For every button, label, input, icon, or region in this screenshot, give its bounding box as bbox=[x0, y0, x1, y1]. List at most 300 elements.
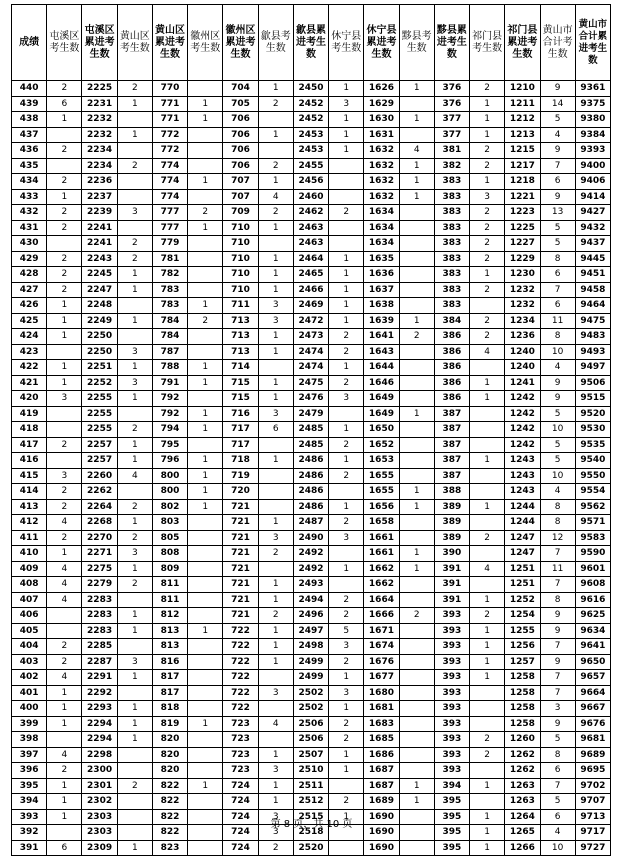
col-xiuning-count-cell: 1 bbox=[329, 453, 364, 469]
col-qimen-count-cell: 3 bbox=[470, 189, 505, 205]
col-huangshan-cumulative-cell: 805 bbox=[152, 530, 187, 546]
col-huizhou-cumulative-cell: 715 bbox=[223, 375, 258, 391]
col-city-total-count-cell: 7 bbox=[540, 778, 575, 794]
col-tunxi-count-cell: 4 bbox=[47, 515, 82, 531]
col-huizhou-count-cell bbox=[188, 592, 223, 608]
col-yixian-count-cell bbox=[399, 515, 434, 531]
col-qimen-cumulative-cell: 1244 bbox=[505, 515, 540, 531]
table-row bbox=[12, 639, 611, 655]
col-huangshan-count-cell bbox=[117, 592, 152, 608]
col-qimen-cumulative-cell: 1227 bbox=[505, 236, 540, 252]
col-city-total-count-cell: 7 bbox=[540, 546, 575, 562]
col-huizhou-count-cell: 1 bbox=[188, 375, 223, 391]
col-xiuning-count-cell: 2 bbox=[329, 468, 364, 484]
col-tunxi-count-cell: 3 bbox=[47, 468, 82, 484]
col-yixian-count-cell: 1 bbox=[399, 484, 434, 500]
col-huizhou-cumulative-cell: 719 bbox=[223, 468, 258, 484]
col-qimen-count-header: 祁门县考生数 bbox=[470, 5, 505, 81]
col-tunxi-cumulative-cell: 2257 bbox=[82, 453, 117, 469]
col-shexian-count-cell: 3 bbox=[258, 298, 293, 314]
col-tunxi-cumulative-cell: 2236 bbox=[82, 174, 117, 190]
col-huizhou-count-cell: 1 bbox=[188, 778, 223, 794]
col-tunxi-count-cell: 2 bbox=[47, 205, 82, 221]
col-huangshan-cumulative-cell: 787 bbox=[152, 344, 187, 360]
col-xiuning-count-cell: 2 bbox=[329, 732, 364, 748]
col-yixian-count-cell: 1 bbox=[399, 406, 434, 422]
col-shexian-count-cell: 1 bbox=[258, 344, 293, 360]
col-city-total-cumulative-cell: 9530 bbox=[575, 422, 610, 438]
col-yixian-count-cell bbox=[399, 732, 434, 748]
col-yixian-cumulative-cell: 393 bbox=[434, 747, 469, 763]
col-xiuning-count-cell bbox=[329, 220, 364, 236]
col-tunxi-cumulative-cell: 2283 bbox=[82, 623, 117, 639]
col-huizhou-count-cell bbox=[188, 577, 223, 593]
col-shexian-cumulative-cell: 2515 bbox=[293, 809, 328, 825]
col-score-cell: 403 bbox=[12, 654, 47, 670]
col-huangshan-count-cell: 1 bbox=[117, 127, 152, 143]
col-huizhou-count-cell bbox=[188, 81, 223, 97]
col-tunxi-count-cell: 1 bbox=[47, 809, 82, 825]
col-shexian-cumulative-cell: 2494 bbox=[293, 592, 328, 608]
col-shexian-count-cell: 4 bbox=[258, 716, 293, 732]
col-huangshan-cumulative-cell: 784 bbox=[152, 329, 187, 345]
col-xiuning-cumulative-cell: 1634 bbox=[364, 205, 399, 221]
col-xiuning-cumulative-cell: 1671 bbox=[364, 623, 399, 639]
col-city-total-count-cell: 8 bbox=[540, 499, 575, 515]
col-city-total-cumulative-cell: 9515 bbox=[575, 391, 610, 407]
col-huangshan-count-cell: 2 bbox=[117, 236, 152, 252]
col-tunxi-cumulative-cell: 2245 bbox=[82, 267, 117, 283]
col-shexian-count-cell bbox=[258, 670, 293, 686]
col-tunxi-cumulative-cell: 2250 bbox=[82, 344, 117, 360]
col-qimen-count-cell: 1 bbox=[470, 592, 505, 608]
col-score-cell: 434 bbox=[12, 174, 47, 190]
col-tunxi-cumulative-cell: 2264 bbox=[82, 499, 117, 515]
col-xiuning-cumulative-cell: 1674 bbox=[364, 639, 399, 655]
col-huizhou-count-cell bbox=[188, 344, 223, 360]
col-city-total-cumulative-cell: 9375 bbox=[575, 96, 610, 112]
col-xiuning-cumulative-cell: 1646 bbox=[364, 375, 399, 391]
col-huangshan-count-cell: 2 bbox=[117, 158, 152, 174]
col-yixian-count-cell: 1 bbox=[399, 189, 434, 205]
col-yixian-count-cell bbox=[399, 623, 434, 639]
col-tunxi-count-cell: 6 bbox=[47, 840, 82, 856]
col-huizhou-count-cell: 1 bbox=[188, 298, 223, 314]
table-row bbox=[12, 143, 611, 159]
col-score-cell: 393 bbox=[12, 809, 47, 825]
col-yixian-cumulative-cell: 393 bbox=[434, 685, 469, 701]
col-tunxi-count-cell bbox=[47, 608, 82, 624]
col-yixian-count-cell bbox=[399, 639, 434, 655]
table-row bbox=[12, 127, 611, 143]
col-city-total-cumulative-cell: 9625 bbox=[575, 608, 610, 624]
col-city-total-count-cell: 5 bbox=[540, 112, 575, 128]
col-city-total-cumulative-cell: 9483 bbox=[575, 329, 610, 345]
col-huangshan-cumulative-cell: 820 bbox=[152, 732, 187, 748]
col-huangshan-count-cell: 1 bbox=[117, 437, 152, 453]
col-xiuning-cumulative-cell: 1632 bbox=[364, 158, 399, 174]
col-qimen-cumulative-cell: 1254 bbox=[505, 608, 540, 624]
col-xiuning-count-cell: 1 bbox=[329, 251, 364, 267]
col-huangshan-cumulative-cell: 795 bbox=[152, 437, 187, 453]
col-qimen-count-cell: 1 bbox=[470, 809, 505, 825]
col-huangshan-count-cell: 1 bbox=[117, 840, 152, 856]
col-shexian-cumulative-cell: 2496 bbox=[293, 608, 328, 624]
col-city-total-cumulative-cell: 9657 bbox=[575, 670, 610, 686]
col-shexian-count-cell bbox=[258, 484, 293, 500]
table-row bbox=[12, 515, 611, 531]
col-qimen-cumulative-cell: 1265 bbox=[505, 825, 540, 841]
col-yixian-count-cell bbox=[399, 763, 434, 779]
col-yixian-cumulative-cell: 388 bbox=[434, 484, 469, 500]
col-yixian-cumulative-cell: 393 bbox=[434, 623, 469, 639]
col-qimen-count-cell: 2 bbox=[470, 236, 505, 252]
col-huangshan-cumulative-cell: 792 bbox=[152, 406, 187, 422]
col-huizhou-count-cell: 1 bbox=[188, 220, 223, 236]
col-huizhou-count-cell bbox=[188, 763, 223, 779]
col-xiuning-cumulative-cell: 1662 bbox=[364, 577, 399, 593]
table-row bbox=[12, 437, 611, 453]
col-shexian-count-cell: 3 bbox=[258, 809, 293, 825]
col-shexian-cumulative-cell: 2493 bbox=[293, 577, 328, 593]
col-city-total-cumulative-cell: 9571 bbox=[575, 515, 610, 531]
col-tunxi-count-cell: 1 bbox=[47, 375, 82, 391]
col-tunxi-count-cell bbox=[47, 623, 82, 639]
col-huangshan-cumulative-header: 黄山区累进考生数 bbox=[152, 5, 187, 81]
col-yixian-count-cell: 1 bbox=[399, 112, 434, 128]
col-shexian-cumulative-cell: 2502 bbox=[293, 685, 328, 701]
col-shexian-cumulative-cell: 2475 bbox=[293, 375, 328, 391]
col-yixian-count-cell bbox=[399, 453, 434, 469]
col-shexian-cumulative-cell: 2499 bbox=[293, 654, 328, 670]
col-huangshan-cumulative-cell: 803 bbox=[152, 515, 187, 531]
col-xiuning-count-header: 休宁县考生数 bbox=[329, 5, 364, 81]
col-xiuning-count-cell bbox=[329, 484, 364, 500]
col-score-cell: 400 bbox=[12, 701, 47, 717]
col-yixian-cumulative-cell: 383 bbox=[434, 220, 469, 236]
col-tunxi-count-cell: 2 bbox=[47, 267, 82, 283]
col-score-cell: 409 bbox=[12, 561, 47, 577]
col-yixian-count-cell: 1 bbox=[399, 499, 434, 515]
col-tunxi-cumulative-cell: 2237 bbox=[82, 189, 117, 205]
col-city-total-count-cell: 6 bbox=[540, 174, 575, 190]
col-shexian-count-cell bbox=[258, 143, 293, 159]
col-score-cell: 414 bbox=[12, 484, 47, 500]
col-yixian-cumulative-cell: 383 bbox=[434, 189, 469, 205]
col-score-cell: 404 bbox=[12, 639, 47, 655]
col-yixian-cumulative-cell: 394 bbox=[434, 778, 469, 794]
col-xiuning-count-cell: 2 bbox=[329, 608, 364, 624]
col-yixian-count-cell bbox=[399, 530, 434, 546]
col-xiuning-cumulative-cell: 1630 bbox=[364, 112, 399, 128]
col-city-total-cumulative-cell: 9497 bbox=[575, 360, 610, 376]
col-shexian-count-cell: 1 bbox=[258, 794, 293, 810]
col-xiuning-cumulative-cell: 1661 bbox=[364, 530, 399, 546]
col-xiuning-cumulative-cell: 1631 bbox=[364, 127, 399, 143]
col-shexian-cumulative-cell: 2474 bbox=[293, 344, 328, 360]
col-yixian-count-cell bbox=[399, 716, 434, 732]
col-score-cell: 418 bbox=[12, 422, 47, 438]
col-tunxi-cumulative-cell: 2293 bbox=[82, 701, 117, 717]
col-huizhou-count-cell bbox=[188, 251, 223, 267]
table-row bbox=[12, 391, 611, 407]
col-shexian-cumulative-cell: 2456 bbox=[293, 174, 328, 190]
col-tunxi-cumulative-cell: 2255 bbox=[82, 391, 117, 407]
col-yixian-count-cell bbox=[399, 220, 434, 236]
col-city-total-count-cell: 9 bbox=[540, 391, 575, 407]
col-huizhou-count-cell bbox=[188, 267, 223, 283]
col-city-total-count-cell: 7 bbox=[540, 282, 575, 298]
col-qimen-count-cell: 1 bbox=[470, 375, 505, 391]
col-qimen-cumulative-header: 祁门县累进考生数 bbox=[505, 5, 540, 81]
col-qimen-count-cell: 2 bbox=[470, 530, 505, 546]
col-score-cell: 424 bbox=[12, 329, 47, 345]
col-city-total-count-cell: 7 bbox=[540, 639, 575, 655]
col-xiuning-count-cell: 5 bbox=[329, 623, 364, 639]
col-huangshan-count-cell bbox=[117, 220, 152, 236]
table-row bbox=[12, 329, 611, 345]
table-row bbox=[12, 375, 611, 391]
col-huangshan-count-cell: 3 bbox=[117, 375, 152, 391]
col-qimen-count-cell bbox=[470, 546, 505, 562]
col-city-total-count-cell: 5 bbox=[540, 794, 575, 810]
col-huizhou-count-cell: 1 bbox=[188, 716, 223, 732]
col-huangshan-count-cell: 3 bbox=[117, 546, 152, 562]
col-qimen-cumulative-cell: 1232 bbox=[505, 282, 540, 298]
col-tunxi-cumulative-cell: 2232 bbox=[82, 127, 117, 143]
col-huangshan-count-cell: 1 bbox=[117, 561, 152, 577]
col-xiuning-count-cell: 1 bbox=[329, 127, 364, 143]
col-xiuning-count-cell: 1 bbox=[329, 282, 364, 298]
col-xiuning-cumulative-cell: 1686 bbox=[364, 747, 399, 763]
col-huizhou-count-cell bbox=[188, 608, 223, 624]
col-huangshan-count-cell: 1 bbox=[117, 282, 152, 298]
col-huangshan-cumulative-cell: 823 bbox=[152, 840, 187, 856]
table-body bbox=[12, 81, 611, 856]
col-huizhou-count-cell: 1 bbox=[188, 174, 223, 190]
col-huizhou-cumulative-cell: 721 bbox=[223, 530, 258, 546]
col-xiuning-cumulative-cell: 1634 bbox=[364, 236, 399, 252]
col-huangshan-count-header: 黄山区考生数 bbox=[117, 5, 152, 81]
col-xiuning-count-cell: 2 bbox=[329, 344, 364, 360]
col-yixian-count-header: 黟县考生数 bbox=[399, 5, 434, 81]
col-xiuning-count-cell: 1 bbox=[329, 143, 364, 159]
col-yixian-cumulative-cell: 383 bbox=[434, 251, 469, 267]
col-huizhou-cumulative-cell: 716 bbox=[223, 406, 258, 422]
col-huizhou-cumulative-cell: 724 bbox=[223, 778, 258, 794]
col-tunxi-cumulative-cell: 2250 bbox=[82, 329, 117, 345]
col-qimen-count-cell: 2 bbox=[470, 732, 505, 748]
col-xiuning-cumulative-cell: 1639 bbox=[364, 313, 399, 329]
col-huangshan-count-cell: 1 bbox=[117, 267, 152, 283]
col-city-total-count-cell: 7 bbox=[540, 670, 575, 686]
col-qimen-cumulative-cell: 1258 bbox=[505, 685, 540, 701]
col-shexian-count-cell: 3 bbox=[258, 313, 293, 329]
col-huizhou-cumulative-cell: 715 bbox=[223, 391, 258, 407]
col-huizhou-count-cell bbox=[188, 840, 223, 856]
col-city-total-count-cell: 4 bbox=[540, 825, 575, 841]
col-xiuning-cumulative-cell: 1676 bbox=[364, 654, 399, 670]
col-qimen-count-cell: 1 bbox=[470, 112, 505, 128]
col-score-cell: 397 bbox=[12, 747, 47, 763]
col-huangshan-cumulative-cell: 771 bbox=[152, 96, 187, 112]
col-tunxi-count-cell: 6 bbox=[47, 96, 82, 112]
col-score-cell: 437 bbox=[12, 127, 47, 143]
col-xiuning-cumulative-cell: 1687 bbox=[364, 763, 399, 779]
col-xiuning-cumulative-cell: 1643 bbox=[364, 344, 399, 360]
col-qimen-cumulative-cell: 1243 bbox=[505, 453, 540, 469]
col-yixian-cumulative-cell: 393 bbox=[434, 732, 469, 748]
col-qimen-cumulative-cell: 1257 bbox=[505, 654, 540, 670]
col-huangshan-count-cell: 2 bbox=[117, 577, 152, 593]
col-huangshan-count-cell: 1 bbox=[117, 623, 152, 639]
col-qimen-cumulative-cell: 1234 bbox=[505, 313, 540, 329]
col-tunxi-count-cell: 1 bbox=[47, 546, 82, 562]
col-shexian-cumulative-cell: 2518 bbox=[293, 825, 328, 841]
table-row bbox=[12, 701, 611, 717]
col-xiuning-cumulative-cell: 1664 bbox=[364, 592, 399, 608]
col-score-cell: 431 bbox=[12, 220, 47, 236]
col-yixian-count-cell bbox=[399, 747, 434, 763]
col-shexian-cumulative-cell: 2486 bbox=[293, 453, 328, 469]
col-huizhou-cumulative-cell: 722 bbox=[223, 639, 258, 655]
table-row bbox=[12, 298, 611, 314]
col-huangshan-cumulative-cell: 819 bbox=[152, 716, 187, 732]
col-huangshan-cumulative-cell: 818 bbox=[152, 701, 187, 717]
col-city-total-cumulative-cell: 9601 bbox=[575, 561, 610, 577]
col-tunxi-count-cell: 2 bbox=[47, 499, 82, 515]
col-tunxi-count-cell: 2 bbox=[47, 639, 82, 655]
col-shexian-cumulative-cell: 2463 bbox=[293, 220, 328, 236]
col-tunxi-cumulative-cell: 2252 bbox=[82, 375, 117, 391]
col-tunxi-count-cell: 2 bbox=[47, 251, 82, 267]
col-city-total-count-cell: 11 bbox=[540, 313, 575, 329]
col-yixian-cumulative-cell: 376 bbox=[434, 96, 469, 112]
col-tunxi-count-cell: 2 bbox=[47, 654, 82, 670]
col-qimen-count-cell: 1 bbox=[470, 453, 505, 469]
col-tunxi-count-cell: 1 bbox=[47, 313, 82, 329]
col-xiuning-count-cell bbox=[329, 406, 364, 422]
table-row bbox=[12, 344, 611, 360]
col-qimen-count-cell: 1 bbox=[470, 499, 505, 515]
col-yixian-count-cell bbox=[399, 127, 434, 143]
col-qimen-count-cell: 1 bbox=[470, 639, 505, 655]
col-huangshan-count-cell: 1 bbox=[117, 701, 152, 717]
col-xiuning-count-cell: 1 bbox=[329, 298, 364, 314]
col-huizhou-count-cell: 1 bbox=[188, 453, 223, 469]
col-score-cell: 430 bbox=[12, 236, 47, 252]
col-huangshan-count-cell bbox=[117, 189, 152, 205]
col-shexian-cumulative-cell: 2453 bbox=[293, 127, 328, 143]
col-city-total-cumulative-cell: 9667 bbox=[575, 701, 610, 717]
col-shexian-cumulative-cell: 2474 bbox=[293, 360, 328, 376]
col-yixian-count-cell bbox=[399, 577, 434, 593]
col-yixian-count-cell: 2 bbox=[399, 329, 434, 345]
col-tunxi-count-cell: 2 bbox=[47, 220, 82, 236]
col-tunxi-cumulative-cell: 2260 bbox=[82, 468, 117, 484]
col-tunxi-cumulative-cell: 2309 bbox=[82, 840, 117, 856]
col-qimen-count-cell: 4 bbox=[470, 344, 505, 360]
col-qimen-count-cell bbox=[470, 437, 505, 453]
col-yixian-cumulative-cell: 386 bbox=[434, 344, 469, 360]
col-yixian-count-cell bbox=[399, 205, 434, 221]
col-huangshan-cumulative-cell: 779 bbox=[152, 236, 187, 252]
col-huizhou-cumulative-cell: 723 bbox=[223, 747, 258, 763]
col-tunxi-count-cell bbox=[47, 236, 82, 252]
col-qimen-cumulative-cell: 1243 bbox=[505, 484, 540, 500]
col-qimen-count-cell: 2 bbox=[470, 282, 505, 298]
col-shexian-count-cell: 1 bbox=[258, 639, 293, 655]
table-row bbox=[12, 577, 611, 593]
col-qimen-cumulative-cell: 1242 bbox=[505, 406, 540, 422]
col-score-cell: 415 bbox=[12, 468, 47, 484]
col-xiuning-cumulative-cell: 1626 bbox=[364, 81, 399, 97]
col-city-total-count-cell: 5 bbox=[540, 236, 575, 252]
col-shexian-count-cell: 1 bbox=[258, 453, 293, 469]
col-shexian-count-cell: 1 bbox=[258, 127, 293, 143]
col-huangshan-cumulative-cell: 782 bbox=[152, 267, 187, 283]
col-huizhou-cumulative-cell: 710 bbox=[223, 251, 258, 267]
col-shexian-count-cell: 2 bbox=[258, 546, 293, 562]
col-shexian-count-cell: 3 bbox=[258, 825, 293, 841]
col-yixian-cumulative-cell: 393 bbox=[434, 670, 469, 686]
col-huangshan-count-cell: 1 bbox=[117, 313, 152, 329]
col-yixian-cumulative-cell: 393 bbox=[434, 763, 469, 779]
col-xiuning-count-cell: 2 bbox=[329, 794, 364, 810]
col-xiuning-count-cell: 1 bbox=[329, 267, 364, 283]
col-xiuning-cumulative-cell: 1650 bbox=[364, 422, 399, 438]
col-shexian-cumulative-cell: 2450 bbox=[293, 81, 328, 97]
col-city-total-cumulative-cell: 9590 bbox=[575, 546, 610, 562]
col-score-cell: 427 bbox=[12, 282, 47, 298]
col-score-cell: 411 bbox=[12, 530, 47, 546]
col-tunxi-cumulative-cell: 2241 bbox=[82, 220, 117, 236]
col-shexian-cumulative-cell: 2492 bbox=[293, 561, 328, 577]
col-huangshan-cumulative-cell: 774 bbox=[152, 158, 187, 174]
table-row bbox=[12, 685, 611, 701]
col-score-cell: 429 bbox=[12, 251, 47, 267]
col-city-total-cumulative-cell: 9445 bbox=[575, 251, 610, 267]
col-city-total-cumulative-cell: 9384 bbox=[575, 127, 610, 143]
col-score-cell: 421 bbox=[12, 375, 47, 391]
col-shexian-cumulative-cell: 2486 bbox=[293, 499, 328, 515]
col-tunxi-count-cell: 3 bbox=[47, 391, 82, 407]
col-xiuning-cumulative-cell: 1636 bbox=[364, 267, 399, 283]
col-yixian-count-cell: 1 bbox=[399, 546, 434, 562]
col-xiuning-cumulative-cell: 1652 bbox=[364, 437, 399, 453]
col-tunxi-cumulative-cell: 2287 bbox=[82, 654, 117, 670]
col-city-total-cumulative-cell: 9713 bbox=[575, 809, 610, 825]
col-xiuning-count-cell: 2 bbox=[329, 437, 364, 453]
col-tunxi-count-cell: 2 bbox=[47, 143, 82, 159]
col-shexian-count-cell: 1 bbox=[258, 81, 293, 97]
col-yixian-cumulative-header: 黟县累进考生数 bbox=[434, 5, 469, 81]
col-qimen-cumulative-cell: 1247 bbox=[505, 546, 540, 562]
col-tunxi-count-cell bbox=[47, 127, 82, 143]
col-shexian-count-cell: 3 bbox=[258, 763, 293, 779]
col-city-total-cumulative-cell: 9437 bbox=[575, 236, 610, 252]
col-city-total-count-cell: 3 bbox=[540, 701, 575, 717]
col-city-total-count-cell: 10 bbox=[540, 344, 575, 360]
col-qimen-cumulative-cell: 1210 bbox=[505, 81, 540, 97]
col-city-total-cumulative-cell: 9727 bbox=[575, 840, 610, 856]
col-huangshan-cumulative-cell: 781 bbox=[152, 251, 187, 267]
col-city-total-cumulative-cell: 9406 bbox=[575, 174, 610, 190]
col-huangshan-cumulative-cell: 813 bbox=[152, 623, 187, 639]
col-tunxi-count-cell: 1 bbox=[47, 189, 82, 205]
col-huangshan-cumulative-cell: 788 bbox=[152, 360, 187, 376]
col-score-cell: 396 bbox=[12, 763, 47, 779]
